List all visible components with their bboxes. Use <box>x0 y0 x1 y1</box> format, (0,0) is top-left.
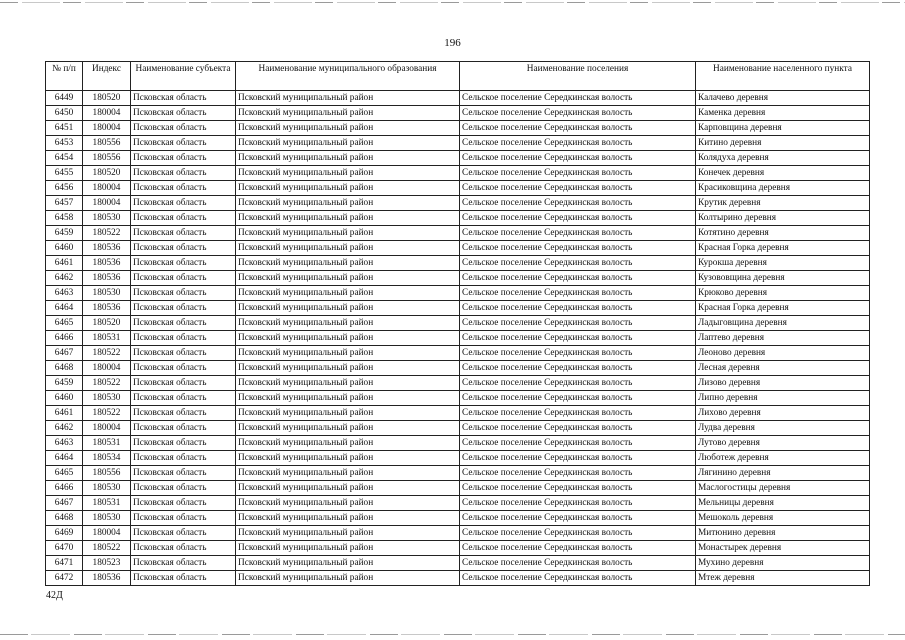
cell-settlement: Сельское поселение Середкинская волость <box>460 556 696 571</box>
cell-subject: Псковская область <box>131 376 236 391</box>
table-row <box>46 121 870 136</box>
cell-settlement: Сельское поселение Середкинская волость <box>460 271 696 286</box>
table-row <box>46 481 870 496</box>
cell-municipal: Псковский муниципальный район <box>236 256 460 271</box>
cell-settlement: Сельское поселение Середкинская волость <box>460 121 696 136</box>
cell-municipal: Псковский муниципальный район <box>236 556 460 571</box>
cell-num: 6464 <box>46 451 83 466</box>
cell-settlement: Сельское поселение Середкинская волость <box>460 301 696 316</box>
cell-settlement: Сельское поселение Середкинская волость <box>460 541 696 556</box>
cell-num: 6462 <box>46 271 83 286</box>
cell-municipal: Псковский муниципальный район <box>236 331 460 346</box>
cell-locality: Лизово деревня <box>696 376 870 391</box>
cell-settlement: Сельское поселение Середкинская волость <box>460 211 696 226</box>
cell-settlement: Сельское поселение Середкинская волость <box>460 481 696 496</box>
cell-municipal: Псковский муниципальный район <box>236 436 460 451</box>
table-row <box>46 211 870 226</box>
cell-num: 6457 <box>46 196 83 211</box>
table-row <box>46 91 870 106</box>
cell-subject: Псковская область <box>131 271 236 286</box>
cell-locality: Лихово деревня <box>696 406 870 421</box>
cell-num: 6463 <box>46 436 83 451</box>
cell-settlement: Сельское поселение Середкинская волость <box>460 181 696 196</box>
header-locality: Наименование населенного пункта <box>696 62 870 91</box>
table-row <box>46 406 870 421</box>
cell-index: 180522 <box>83 346 131 361</box>
cell-locality: Люботеж деревня <box>696 451 870 466</box>
cell-municipal: Псковский муниципальный район <box>236 361 460 376</box>
cell-settlement: Сельское поселение Середкинская волость <box>460 571 696 586</box>
cell-municipal: Псковский муниципальный район <box>236 481 460 496</box>
cell-municipal: Псковский муниципальный район <box>236 136 460 151</box>
cell-settlement: Сельское поселение Середкинская волость <box>460 526 696 541</box>
cell-locality: Леоново деревня <box>696 346 870 361</box>
cell-num: 6459 <box>46 376 83 391</box>
cell-municipal: Псковский муниципальный район <box>236 181 460 196</box>
cell-locality: Китино деревня <box>696 136 870 151</box>
cell-index: 180556 <box>83 136 131 151</box>
cell-index: 180522 <box>83 376 131 391</box>
cell-num: 6467 <box>46 346 83 361</box>
cell-index: 180522 <box>83 406 131 421</box>
cell-index: 180523 <box>83 556 131 571</box>
cell-locality: Конечек деревня <box>696 166 870 181</box>
cell-subject: Псковская область <box>131 541 236 556</box>
cell-subject: Псковская область <box>131 286 236 301</box>
table-row <box>46 301 870 316</box>
cell-subject: Псковская область <box>131 346 236 361</box>
cell-index: 180522 <box>83 226 131 241</box>
table-row <box>46 316 870 331</box>
cell-locality: Калачево деревня <box>696 91 870 106</box>
table-row <box>46 241 870 256</box>
cell-locality: Маслогостицы деревня <box>696 481 870 496</box>
cell-locality: Мтеж деревня <box>696 571 870 586</box>
cell-municipal: Псковский муниципальный район <box>236 211 460 226</box>
cell-index: 180522 <box>83 541 131 556</box>
cell-index: 180520 <box>83 316 131 331</box>
cell-subject: Псковская область <box>131 196 236 211</box>
cell-settlement: Сельское поселение Середкинская волость <box>460 151 696 166</box>
cell-municipal: Псковский муниципальный район <box>236 346 460 361</box>
table-row <box>46 421 870 436</box>
cell-locality: Ладыговщина деревня <box>696 316 870 331</box>
cell-settlement: Сельское поселение Середкинская волость <box>460 136 696 151</box>
table-row <box>46 226 870 241</box>
cell-index: 180004 <box>83 361 131 376</box>
cell-num: 6469 <box>46 526 83 541</box>
cell-locality: Карповщина деревня <box>696 121 870 136</box>
cell-index: 180556 <box>83 466 131 481</box>
cell-num: 6461 <box>46 406 83 421</box>
cell-municipal: Псковский муниципальный район <box>236 376 460 391</box>
cell-subject: Псковская область <box>131 241 236 256</box>
cell-index: 180531 <box>83 436 131 451</box>
cell-settlement: Сельское поселение Середкинская волость <box>460 196 696 211</box>
cell-municipal: Псковский муниципальный район <box>236 121 460 136</box>
cell-municipal: Псковский муниципальный район <box>236 451 460 466</box>
cell-locality: Липно деревня <box>696 391 870 406</box>
cell-index: 180004 <box>83 181 131 196</box>
cell-settlement: Сельское поселение Середкинская волость <box>460 166 696 181</box>
table-row <box>46 106 870 121</box>
cell-subject: Псковская область <box>131 106 236 121</box>
cell-index: 180536 <box>83 241 131 256</box>
cell-settlement: Сельское поселение Середкинская волость <box>460 436 696 451</box>
table-row <box>46 451 870 466</box>
cell-locality: Лудва деревня <box>696 421 870 436</box>
cell-num: 6460 <box>46 391 83 406</box>
cell-subject: Псковская область <box>131 406 236 421</box>
cell-subject: Псковская область <box>131 226 236 241</box>
cell-index: 180530 <box>83 211 131 226</box>
cell-settlement: Сельское поселение Середкинская волость <box>460 466 696 481</box>
cell-municipal: Псковский муниципальный район <box>236 226 460 241</box>
table-row <box>46 376 870 391</box>
cell-num: 6449 <box>46 91 83 106</box>
cell-index: 180531 <box>83 496 131 511</box>
cell-municipal: Псковский муниципальный район <box>236 271 460 286</box>
table-row <box>46 571 870 586</box>
table-row <box>46 541 870 556</box>
table-header <box>46 62 870 91</box>
cell-locality: Колтырино деревня <box>696 211 870 226</box>
cell-num: 6464 <box>46 301 83 316</box>
page-number: 196 <box>444 37 461 49</box>
cell-municipal: Псковский муниципальный район <box>236 421 460 436</box>
cell-num: 6459 <box>46 226 83 241</box>
cell-num: 6453 <box>46 136 83 151</box>
cell-num: 6471 <box>46 556 83 571</box>
cell-subject: Псковская область <box>131 466 236 481</box>
cell-num: 6465 <box>46 466 83 481</box>
table-body <box>46 91 870 586</box>
cell-num: 6454 <box>46 151 83 166</box>
table-row <box>46 556 870 571</box>
cell-locality: Красная Горка деревня <box>696 301 870 316</box>
scan-edge-top <box>0 2 905 3</box>
cell-locality: Курокша деревня <box>696 256 870 271</box>
cell-municipal: Псковский муниципальный район <box>236 196 460 211</box>
table-row <box>46 436 870 451</box>
cell-num: 6456 <box>46 181 83 196</box>
cell-subject: Псковская область <box>131 391 236 406</box>
cell-num: 6470 <box>46 541 83 556</box>
cell-municipal: Псковский муниципальный район <box>236 106 460 121</box>
cell-num: 6472 <box>46 571 83 586</box>
cell-subject: Псковская область <box>131 481 236 496</box>
cell-index: 180530 <box>83 391 131 406</box>
cell-index: 180004 <box>83 421 131 436</box>
settlements-table <box>45 61 870 586</box>
cell-subject: Псковская область <box>131 526 236 541</box>
cell-num: 6468 <box>46 511 83 526</box>
cell-subject: Псковская область <box>131 121 236 136</box>
cell-num: 6462 <box>46 421 83 436</box>
cell-municipal: Псковский муниципальный район <box>236 406 460 421</box>
cell-index: 180536 <box>83 271 131 286</box>
scan-edge-bottom <box>0 634 905 635</box>
cell-settlement: Сельское поселение Середкинская волость <box>460 361 696 376</box>
cell-settlement: Сельское поселение Середкинская волость <box>460 421 696 436</box>
cell-municipal: Псковский муниципальный район <box>236 526 460 541</box>
cell-locality: Кузововщина деревня <box>696 271 870 286</box>
table-row <box>46 466 870 481</box>
cell-subject: Псковская область <box>131 181 236 196</box>
cell-municipal: Псковский муниципальный район <box>236 166 460 181</box>
cell-settlement: Сельское поселение Середкинская волость <box>460 391 696 406</box>
cell-settlement: Сельское поселение Середкинская волость <box>460 316 696 331</box>
cell-num: 6451 <box>46 121 83 136</box>
cell-index: 180536 <box>83 301 131 316</box>
table-row <box>46 391 870 406</box>
cell-subject: Псковская область <box>131 511 236 526</box>
cell-subject: Псковская область <box>131 256 236 271</box>
cell-subject: Псковская область <box>131 136 236 151</box>
table-row <box>46 151 870 166</box>
cell-locality: Красиковщина деревня <box>696 181 870 196</box>
cell-settlement: Сельское поселение Середкинская волость <box>460 106 696 121</box>
cell-subject: Псковская область <box>131 496 236 511</box>
cell-locality: Лягинино деревня <box>696 466 870 481</box>
cell-settlement: Сельское поселение Середкинская волость <box>460 241 696 256</box>
cell-num: 6463 <box>46 286 83 301</box>
cell-subject: Псковская область <box>131 571 236 586</box>
cell-num: 6455 <box>46 166 83 181</box>
cell-num: 6450 <box>46 106 83 121</box>
cell-num: 6458 <box>46 211 83 226</box>
cell-municipal: Псковский муниципальный район <box>236 466 460 481</box>
cell-municipal: Псковский муниципальный район <box>236 286 460 301</box>
cell-settlement: Сельское поселение Середкинская волость <box>460 286 696 301</box>
table-row <box>46 271 870 286</box>
cell-index: 180556 <box>83 151 131 166</box>
cell-municipal: Псковский муниципальный район <box>236 571 460 586</box>
cell-num: 6468 <box>46 361 83 376</box>
cell-subject: Псковская область <box>131 316 236 331</box>
cell-index: 180530 <box>83 286 131 301</box>
cell-index: 180004 <box>83 121 131 136</box>
header-num: № п/п <box>46 62 83 91</box>
table-row <box>46 361 870 376</box>
cell-municipal: Псковский муниципальный район <box>236 496 460 511</box>
table-row <box>46 511 870 526</box>
cell-locality: Мельницы деревня <box>696 496 870 511</box>
table-row <box>46 196 870 211</box>
cell-municipal: Псковский муниципальный район <box>236 316 460 331</box>
cell-locality: Лаптево деревня <box>696 331 870 346</box>
cell-locality: Красная Горка деревня <box>696 241 870 256</box>
table-row <box>46 181 870 196</box>
cell-municipal: Псковский муниципальный район <box>236 241 460 256</box>
cell-locality: Каменка деревня <box>696 106 870 121</box>
cell-settlement: Сельское поселение Середкинская волость <box>460 376 696 391</box>
table-row <box>46 526 870 541</box>
cell-index: 180520 <box>83 91 131 106</box>
cell-locality: Лутово деревня <box>696 436 870 451</box>
cell-settlement: Сельское поселение Середкинская волость <box>460 91 696 106</box>
cell-municipal: Псковский муниципальный район <box>236 91 460 106</box>
cell-settlement: Сельское поселение Середкинская волость <box>460 346 696 361</box>
cell-index: 180520 <box>83 166 131 181</box>
cell-index: 180004 <box>83 106 131 121</box>
cell-subject: Псковская область <box>131 301 236 316</box>
cell-settlement: Сельское поселение Середкинская волость <box>460 451 696 466</box>
header-row <box>46 62 870 91</box>
cell-index: 180004 <box>83 196 131 211</box>
cell-index: 180530 <box>83 481 131 496</box>
cell-municipal: Псковский муниципальный район <box>236 301 460 316</box>
cell-settlement: Сельское поселение Середкинская волость <box>460 496 696 511</box>
cell-locality: Лесная деревня <box>696 361 870 376</box>
cell-subject: Псковская область <box>131 556 236 571</box>
cell-index: 180531 <box>83 331 131 346</box>
cell-municipal: Псковский муниципальный район <box>236 151 460 166</box>
header-index: Индекс <box>83 62 131 91</box>
cell-locality: Митюнино деревня <box>696 526 870 541</box>
cell-num: 6466 <box>46 331 83 346</box>
table-row <box>46 286 870 301</box>
table-row <box>46 166 870 181</box>
cell-subject: Псковская область <box>131 211 236 226</box>
cell-locality: Колядуха деревня <box>696 151 870 166</box>
cell-index: 180534 <box>83 451 131 466</box>
cell-subject: Псковская область <box>131 451 236 466</box>
cell-locality: Мухино деревня <box>696 556 870 571</box>
cell-num: 6466 <box>46 481 83 496</box>
cell-subject: Псковская область <box>131 166 236 181</box>
cell-index: 180536 <box>83 571 131 586</box>
cell-index: 180004 <box>83 526 131 541</box>
cell-municipal: Псковский муниципальный район <box>236 391 460 406</box>
cell-num: 6467 <box>46 496 83 511</box>
cell-settlement: Сельское поселение Середкинская волость <box>460 331 696 346</box>
cell-settlement: Сельское поселение Середкинская волость <box>460 406 696 421</box>
cell-settlement: Сельское поселение Середкинская волость <box>460 511 696 526</box>
footer-code: 42Д <box>46 590 63 601</box>
cell-subject: Псковская область <box>131 151 236 166</box>
cell-settlement: Сельское поселение Середкинская волость <box>460 226 696 241</box>
header-settlement: Наименование поселения <box>460 62 696 91</box>
table-row <box>46 331 870 346</box>
cell-num: 6465 <box>46 316 83 331</box>
cell-municipal: Псковский муниципальный район <box>236 541 460 556</box>
cell-index: 180530 <box>83 511 131 526</box>
cell-locality: Котятино деревня <box>696 226 870 241</box>
cell-settlement: Сельское поселение Середкинская волость <box>460 256 696 271</box>
header-municipal: Наименование муниципального образования <box>236 62 460 91</box>
cell-municipal: Псковский муниципальный район <box>236 511 460 526</box>
cell-locality: Мешоколь деревня <box>696 511 870 526</box>
cell-num: 6461 <box>46 256 83 271</box>
cell-subject: Псковская область <box>131 91 236 106</box>
table-row <box>46 346 870 361</box>
cell-subject: Псковская область <box>131 421 236 436</box>
cell-locality: Крутик деревня <box>696 196 870 211</box>
table-row <box>46 256 870 271</box>
cell-subject: Псковская область <box>131 331 236 346</box>
cell-locality: Крюково деревня <box>696 286 870 301</box>
table-row <box>46 136 870 151</box>
header-subject: Наименование субъекта <box>131 62 236 91</box>
cell-num: 6460 <box>46 241 83 256</box>
cell-locality: Монастырек деревня <box>696 541 870 556</box>
cell-subject: Псковская область <box>131 436 236 451</box>
cell-subject: Псковская область <box>131 361 236 376</box>
cell-index: 180536 <box>83 256 131 271</box>
table-row <box>46 496 870 511</box>
